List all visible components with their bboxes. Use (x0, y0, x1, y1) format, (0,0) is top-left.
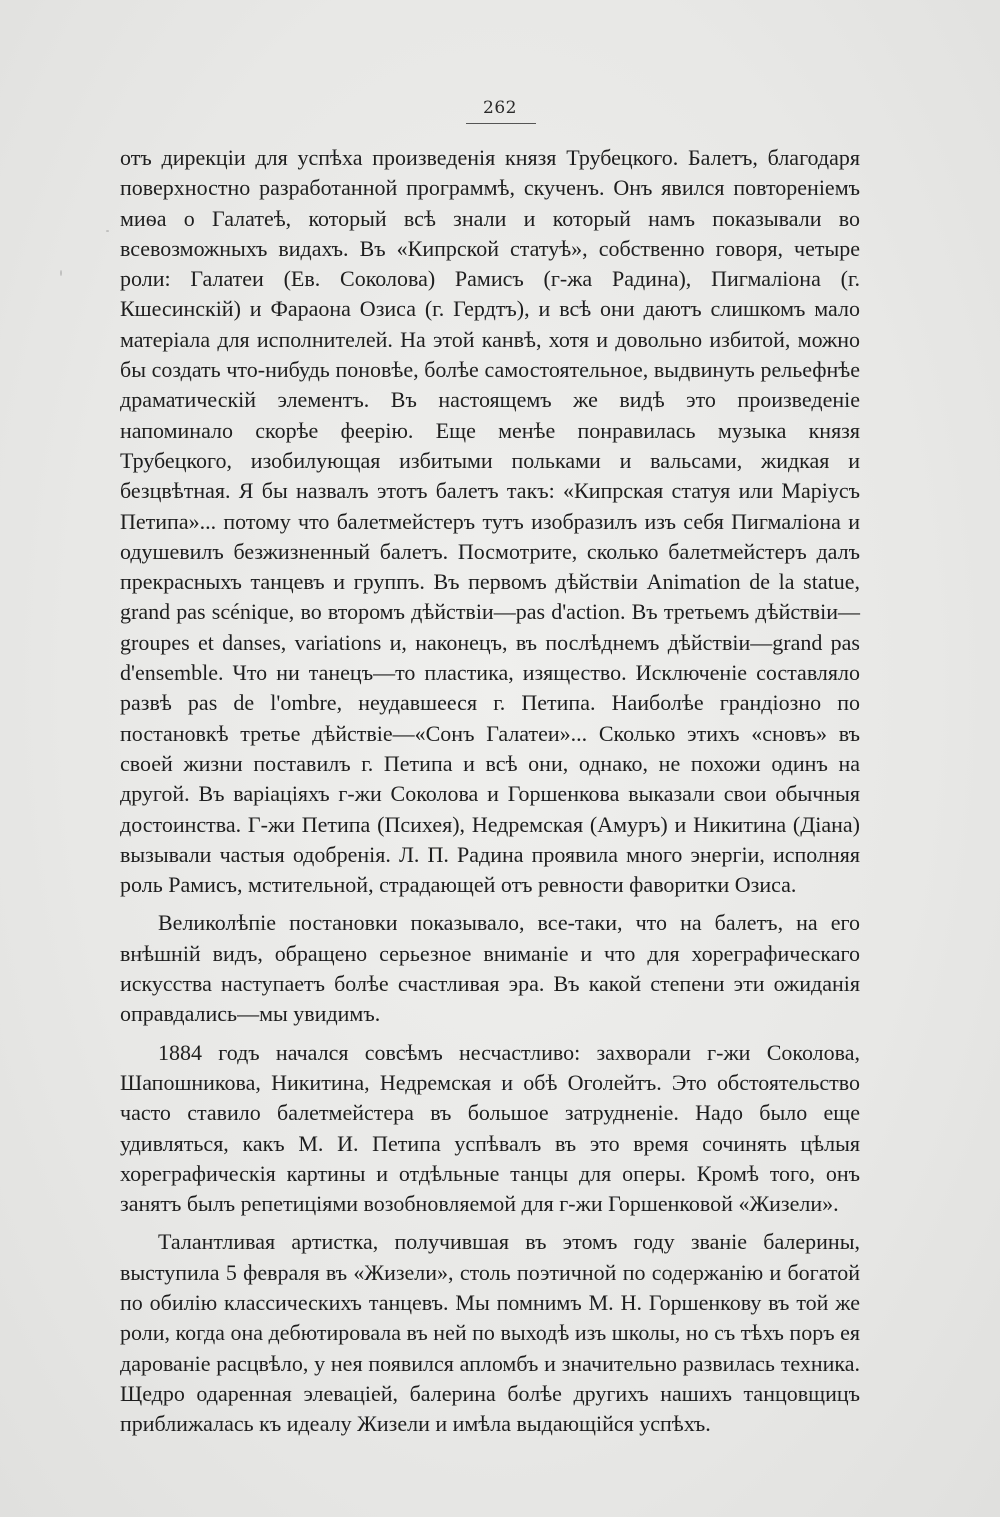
scan-speck (106, 230, 109, 232)
body-text (120, 143, 860, 1439)
paragraph-1: отъ дирекціи для успѣха произведенія князя Трубецкого. Балетъ, благодаря поверхностно разработанной программѣ, скученъ. Онъ явился повтореніемъ миѳа о Галатеѣ, который всѣ знали и который намъ показывали во всевозможныхъ видахъ. Въ «Кипрской статуѣ», собственно говоря, четыре роли: Галатеи (Ев. Соколова) Рамисъ (г-жа Радина), Пигмаліона (г. Кшесинскій) и Фараона Озиса (г. Гердтъ), и всѣ они даютъ слишкомъ мало матеріала для исполнителей. На этой канвѣ, хотя и довольно избитой, можно бы создать что-нибудь поновѣе, болѣе самостоятельное, выдвинуть рельефнѣе драматическій элементъ. Въ настоящемъ же видѣ это произведеніе напоминало скорѣе феерію. Еще менѣе понравилась музыка князя Трубецкого, изобилующая избитыми польками и вальсами, жидкая и безцвѣтная. Я бы назвалъ этотъ балетъ такъ: «Кипрская статуя или Маріусъ Петипа»... потому что балетмейстеръ тутъ изобразилъ изъ себя Пигмаліона и одушевилъ безжизненный балетъ. Посмотрите, сколько балетмейстеръ далъ прекрасныхъ танцевъ и группъ. Въ первомъ дѣйствіи Animation de la statue, grand pas scénique, во второмъ дѣйствіи—pas d'action. Въ третьемъ дѣйствіи—groupes et danses, variations и, наконецъ, въ послѣднемъ дѣйствіи—grand pas d'ensemble. Что ни танецъ—то пластика, изящество. Исключеніе составляло развѣ pas de l'ombre, неудавшееся г. Петипа. Наиболѣе грандіозно по постановкѣ третье дѣйствіе—«Сонъ Галатеи»... Сколько этихъ «сновъ» въ своей жизни поставилъ г. Петипа и всѣ они, однако, не похожи одинъ на другой. Въ варіаціяхъ г-жи Соколова и Горшенкова выказали свои обычныя достоинства. Г-жи Петипа (Психея), Недремская (Амуръ) и Никитина (Діана) вызывали частыя одобренія. Л. П. Радина проявила много энергіи, исполняя роль Рамисъ, мстительной, страдающей отъ ревности фаворитки Озиса. (120, 145, 860, 898)
paragraph-2: Великолѣпіе постановки показывало, все-таки, что на балетъ, на его внѣшній видъ, обращено серьезное вниманіе и что для хореграфическаго искусства наступаетъ болѣе счастливая эра. Въ какой степени эти ожиданія оправдались—мы увидимъ. (120, 910, 860, 1027)
paragraph-3: 1884 годъ начался совсѣмъ несчастливо: захворали г-жи Соколова, Шапошникова, Никитина, Недремская и обѣ Оголейтъ. Это обстоятельство часто ставило балетмейстера въ большое затрудненіе. Надо было еще удивляться, какъ М. И. Петипа успѣвалъ въ это время сочинять цѣлыя хореграфическія картины и отдѣльные танцы для оперы. Кромѣ того, онъ занятъ былъ репетиціями возобновляемой для г-жи Горшенковой «Жизели». (120, 1039, 860, 1217)
paragraph-4: Талантливая артистка, получившая въ этомъ году званіе балерины, выступила 5 февраля въ «Жизели», столь поэтичной по содержанію и богатой по обилію классическихъ танцевъ. Мы помнимъ М. Н. Горшенкову въ той же роли, когда она дебютировала въ ней по выходѣ изъ школы, но съ тѣхъ поръ ея дарованіе расцвѣло, у нея появился апломбъ и значительно развилась техника. Щедро одаренная элевацiей, балерина болѣе другихъ нашихъ танцовщицъ приближалась къ идеалу Жизели и имѣла выдающійся успѣхъ. (120, 1229, 860, 1437)
scan-speck (60, 270, 62, 276)
page-number-rule (466, 123, 536, 124)
page-number: 262 (483, 98, 517, 118)
